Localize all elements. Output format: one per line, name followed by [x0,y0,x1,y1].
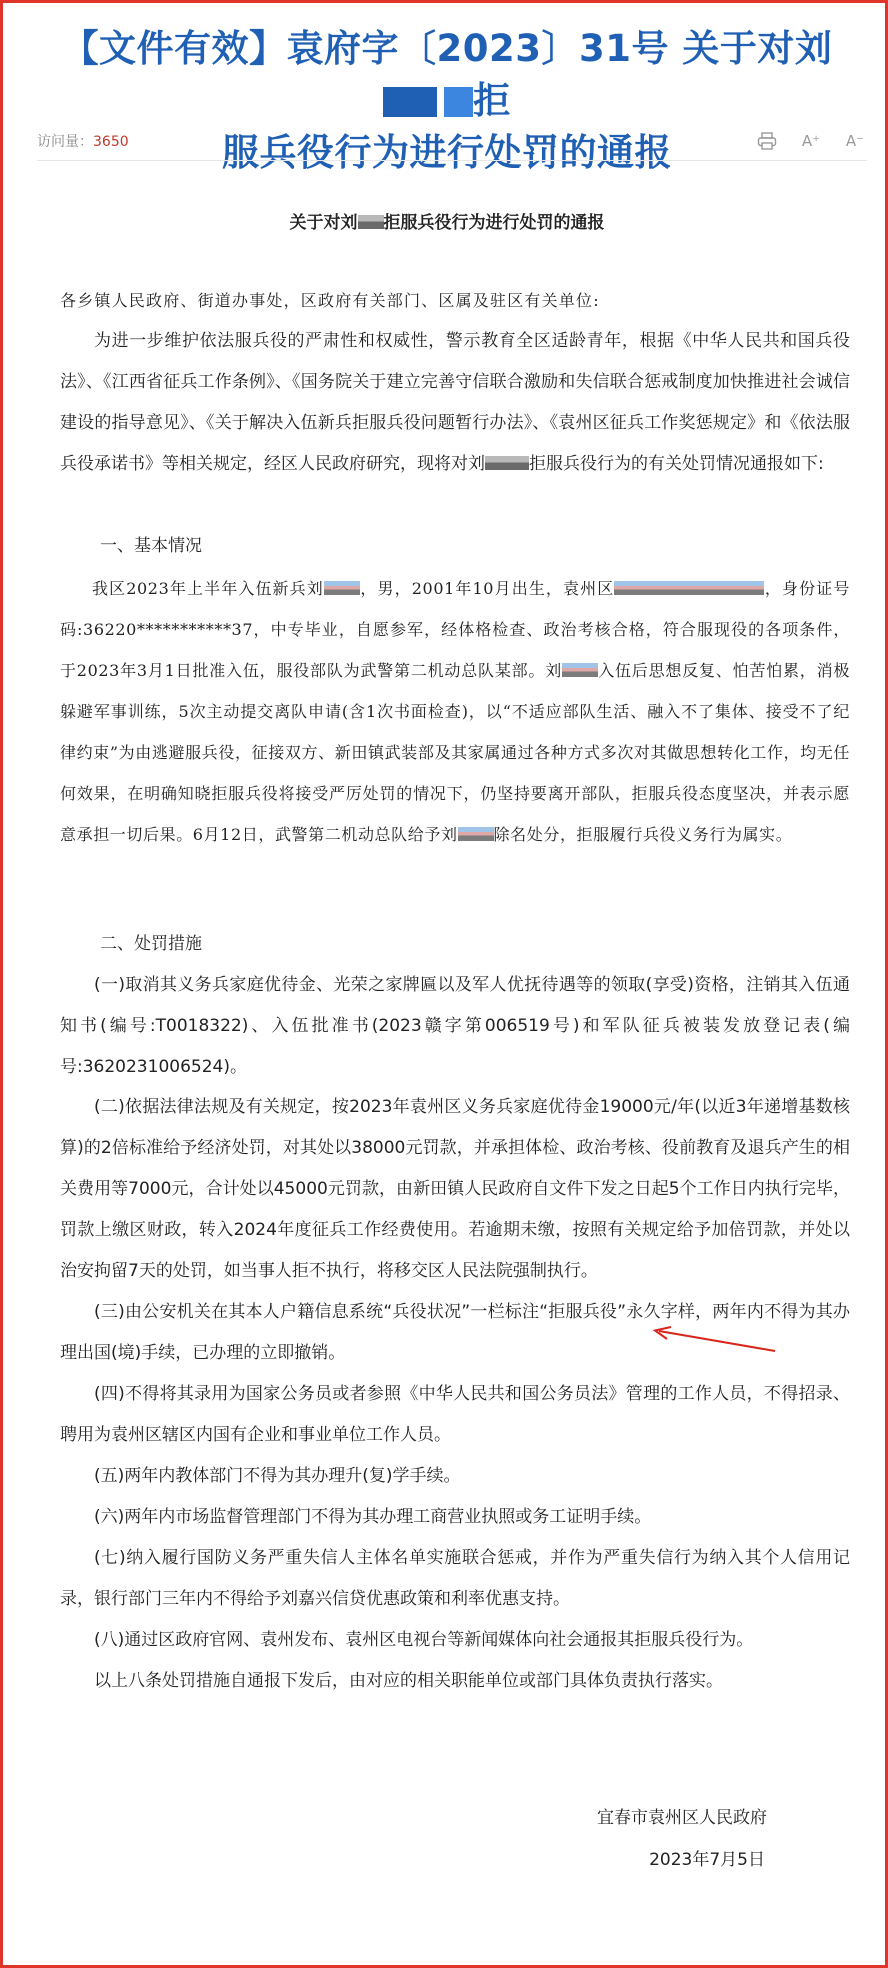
measure-item: (五)两年内教体部门不得为其办理升(复)学手续。 [94,1466,461,1486]
headline-part-1: 【文件有效】袁府字〔2023〕31号 关于对刘 [61,27,833,70]
intro-paragraph [60,321,850,485]
salutation: 各乡镇人民政府、街道办事处，区政府有关部门、区属及驻区有关单位: [60,291,600,310]
closing-paragraph: 以上八条处罚措施自通报下发后，由对应的相关职能单位或部门具体负责执行落实。 [94,1671,723,1691]
redaction-mark [358,215,384,229]
measure-item: (八)通过区政府官网、袁州发布、袁州区电视台等新闻媒体向社会通报其拒服兵役行为。 [94,1630,754,1650]
measure-item: (七)纳入履行国防义务严重失信人主体名单实施联合惩戒，并作为严重失信行为纳入其个人信用记录，银行部门三年内不得给予刘嘉兴信贷优惠政策和利率优惠支持。 [60,1548,850,1609]
redaction-mark [324,581,360,595]
signature-organization: 宜春市袁州区人民政府 [597,1808,767,1828]
signature-date: 2023年7月5日 [649,1850,765,1870]
redaction-mark [458,827,494,841]
basic-situation-paragraph [60,568,850,855]
document-title-after: 拒服兵役行为进行处罚的通报 [383,213,605,233]
intro-text-before: 为进一步维护依法服兵役的严肃性和权威性，警示教育全区适龄青年，根据《中华人民共和国兵役法》、《江西省征兵工作条例》、《国务院关于建立完善守信联合激励和失信联合惩戒制度加快推进社会诚信建设的指导意见》、《关于解决入伍新兵拒服兵役问题暂行办法》、《袁州区征兵工作奖惩规定》和《依法服兵役承诺书》等相关规定，经区人民政府研究，现将对刘 [60,331,850,474]
redaction-mark [485,456,529,470]
document-title-before: 关于对刘 [289,213,358,233]
basic-text-1: 我区2023年上半年入伍新兵刘 [92,579,324,598]
basic-text-2: ，男，2001年10月出生，袁州区 [359,579,615,598]
headline-part-2: 拒 [473,79,511,122]
headline-line-2: 服兵役行为进行处罚的通报 [222,131,672,174]
redaction-mark [383,87,473,117]
redaction-mark [562,663,598,677]
section-heading-measures: 二、处罚措施 [100,934,202,954]
section-heading-basic: 一、基本情况 [100,536,202,556]
article-meta-bar [37,129,867,161]
annotation-arrow-icon [651,1325,777,1355]
intro-text-after: 拒服兵役行为的有关处罚情况通报如下: [529,454,824,474]
basic-text-5: 除名处分，拒服履行兵役义务行为属实。 [493,825,793,844]
visit-counter-label: 访问量： [37,134,93,150]
measure-item: (三)由公安机关在其本人户籍信息系统“兵役状况”一栏标注“拒服兵役”永久字样，两年内不得为其办理出国(境)手续，已办理的立即撤销。 [60,1302,850,1363]
visit-counter [37,131,129,151]
font-increase-button[interactable]: A⁺ [801,132,821,150]
printer-icon[interactable] [755,129,779,153]
basic-text-4: 入伍后思想反复、怕苦怕累，消极躲避军事训练，5次主动提交离队申请(含1次书面检查)，以“不适应部队生活、融入不了集体、接受不了纪律约束”为由逃避服兵役，征接双方、新田镇武装部及其家属通过各种方式多次对其做思想转化工作，均无任何效果，在明确知晓拒服兵役将接受严厉处罚的情况下，仍坚持要离开部队，拒服兵役态度坚决，并表示愿意承担一切后果。6月12日，武警第二机动总队给予刘 [60,661,850,844]
measure-item: (四)不得将其录用为国家公务员或者参照《中华人民共和国公务员法》管理的工作人员，不得招录、聘用为袁州区辖区内国有企业和事业单位工作人员。 [60,1384,850,1445]
font-decrease-button[interactable]: A⁻ [845,132,865,150]
article-tools [755,129,867,153]
redaction-mark [614,581,764,595]
document-title [3,208,888,233]
basic-text-3: ，身份证号码:36220***********37，中专毕业，自愿参军，经体格检查、政治考核合格，符合服现役的各项条件，于2023年3月1日批准入伍，服役部队为武警第二机动总队某部。刘 [60,579,850,680]
measure-item: (一)取消其义务兵家庭优待金、光荣之家牌匾以及军人优抚待遇等的领取(享受)资格，注销其入伍通知书(编号:T0018322)、入伍批准书(2023赣字第006519号)和军队征兵被装发放登记表(编号:3620231006524)。 [60,975,850,1077]
measure-item: (二)依据法律法规及有关规定，按2023年袁州区义务兵家庭优待金19000元/年(以近3年递增基数核算)的2倍标准给予经济处罚，对其处以38000元罚款，并承担体检、政治考核、役前教育及退兵产生的相关费用等7000元，合计处以45000元罚款，由新田镇人民政府自文件下发之日起5个工作日内执行完毕，罚款上缴区财政，转入2024年度征兵工作经费使用。若逾期未缴，按照有关规定给予加倍罚款，并处以治安拘留7天的处罚，如当事人拒不执行，将移交区人民法院强制执行。 [60,1097,850,1281]
measure-item: (六)两年内市场监督管理部门不得为其办理工商营业执照或务工证明手续。 [94,1507,652,1527]
visit-counter-value: 3650 [93,134,129,150]
